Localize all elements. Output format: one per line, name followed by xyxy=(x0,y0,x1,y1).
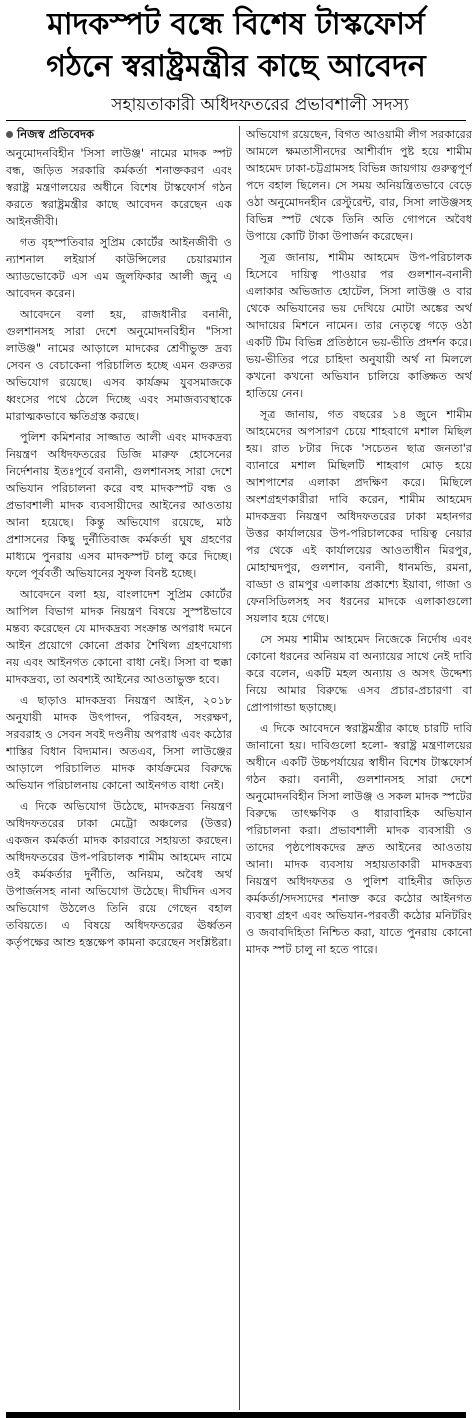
footer-bar xyxy=(6,1412,466,1418)
byline xyxy=(6,126,232,143)
bullet-icon xyxy=(6,131,13,138)
paragraph: পুলিশ কমিশনার সাজ্জাত আলী এবং মাদকদ্রব্য নিয়ন্ত্রণ অধিদফতরের ডিজি মারুফ হোসেনের নির্দেশনায় ইতঃপূর্বে বনানী, গুলশানসহ সারা দেশে অভিযান পরিচালনা করে বহু মাদকস্পট বন্ধ ও প্রভাবশালী মাদক ব্যবসায়ীদের আইনের আওতায় আনা হয়েছে। কিন্তু অভিযোগ রয়েছে, মাঠ প্রশাসনের কিছু দুর্নীতিবাজ কর্মকর্তা ঘুষ গ্রহণের মাধ্যমে পুনরায় এসব মাদকস্পট চালু করে দিচ্ছে। ফলে পূর্ববর্তী অভিযানের সুফল বিনষ্ট হচ্ছে। xyxy=(6,431,232,580)
headline-line-1: মাদকস্পট বন্ধে বিশেষ টাস্কফোর্স xyxy=(47,7,425,42)
paragraph: এ দিকে অভিযোগ উঠেছে, মাদকদ্রব্য নিয়ন্ত্রণ অধিদফতরের ঢাকা মেট্রো অঞ্চলের (উত্তর) একজন কর্মকর্তা মাদক কারবারে সহায়তা করছেন। অধিদফতরের উপ-পরিচালক শামীম আহমেদ নামে ওই কর্মকর্তার দুর্নীতি, অনিয়ম, অবৈধ অর্থ উপার্জনসহ নানা অভিযোগ উঠেছে। দীর্ঘদিন এসব অভিযোগ উঠলেও তিনি রয়ে গেছেন বহাল তবিয়তে। এ বিষয়ে অধিদফতরের ঊর্ধ্বতন কর্তৃপক্ষের আশু হস্তক্ষেপ কামনা করেছেন সংশ্লিষ্টরা। xyxy=(6,800,232,949)
paragraph: আবেদনে বলা হয়, বাংলাদেশ সুপ্রিম কোর্টের আপিল বিভাগ মাদক নিয়ন্ত্রণ বিষয়ে সুস্পষ্টভাবে মন্তব্য করেছেন যে মাদকদ্রব্য সংক্রান্ত অপরাধ দমনে আইন প্রয়োগে কোনো প্রকার শৈথিল্য গ্রহণযোগ্য নয় এবং আইনগত কোনো বাধা নেই। সিসা বা হুক্কা মাদকদ্রব্য, তা অবশ্যই আইনের আওতাভুক্ত হবে। xyxy=(6,588,232,686)
paragraph: এ ছাড়াও মাদকদ্রব্য নিয়ন্ত্রণ আইন, ২০১৮ অনুযায়ী মাদক উৎপাদন, পরিবহন, সংরক্ষণ, সরবরাহ ও সেবন সবই দণ্ডনীয় অপরাধ এবং কঠোর শাস্তির বিধান বিদ্যমান। অতএব, সিসা লাউঞ্জের আড়ালে পরিচালিত মাদক কার্যক্রমের বিরুদ্ধে অভিযান পরিচালনায় কোনো আইনগত বাধা নেই। xyxy=(6,694,232,792)
paragraph: আবেদনে বলা হয়, রাজধানীর বনানী, গুলশানসহ সারা দেশে অনুমোদনবিহীন "সিসা লাউঞ্জ" নামের আড়ালে মাদকের শ্রেণীভুক্ত দ্রব্য সেবন ও বেচাকেনা পরিচালিত হচ্ছে এমন গুরুতর অভিযোগ রয়েছে। এসব কার্যক্রম যুবসমাজকে ধ্বংসের পথে ঠেলে দিচ্ছে এবং সমাজব্যবস্থাকে মারাত্মকভাবে ক্ষতিগ্রস্ত করছে। xyxy=(6,308,232,423)
column-divider xyxy=(239,126,240,1410)
header-rule xyxy=(6,120,466,121)
paragraph: সূত্র জানায়, গত বছরের ১৪ জুনে শামীম আহমেদের অপসারণ চেয়ে শাহবাগে মশাল মিছিল হয়। রাত ৮টার দিকে 'সচেতন ছাত্র জনতা'র ব্যানারে মশাল মিছিলটি শাহবাগ মোড় হয়ে আশপাশের এলাকা প্রদক্ষিণ করে। মিছিলে অংশগ্রহণকারীরা দাবি করেন, শামীম আহমেদ মাদকদ্রব্য নিয়ন্ত্রণ অধিদফতরের ঢাকা মহানগর উত্তর কার্যালয়ের উপ-পরিচালকের দায়িত্ব নেয়ার পর থেকে এই কার্যালয়ের আওতাধীন মিরপুর, মোহাম্মদপুর, গুলশান, বনানী, ধানমন্ডি, রমনা, বাড্ডা ও রামপুর এলাকায় প্রকাশ্যে ইয়াবা, গাজা ও ফেনসিডিলসহ সব ধরনের মাদকে এলাকাগুলো সয়লাব হয়ে গেছে। xyxy=(246,408,472,625)
paragraph: সে সময় শামীম আহমেদ নিজেকে নির্দোষ এবং কোনো ধরনের অনিয়ম বা অন্যায়ের সাথে নেই দাবি করে বলেন, একটি মহল অন্যায় ও অসৎ উদ্দেশ্য নিয়ে আমার বিরুদ্ধে এসব প্রচার-প্রচারণা বা প্রোপাগান্ডা ছড়াচ্ছে। xyxy=(246,633,472,714)
left-column xyxy=(6,126,232,1410)
paragraph: অনুমোদনবিহীন 'সিসা লাউঞ্জ' নামের মাদক স্পট বন্ধ, জড়িত সরকারি কর্মকর্তা শনাক্তকরণ এবং স্বরাষ্ট্র মন্ত্রণালয়ের অধীনে বিশেষ টাস্কফোর্স গঠন করতে স্বরাষ্ট্রমন্ত্রীর কাছে আবেদন করেছেন এক আইনজীবী। xyxy=(6,147,232,228)
right-column xyxy=(246,126,472,1410)
headline-line-2: গঠনে স্বরাষ্ট্রমন্ত্রীর কাছে আবেদন xyxy=(46,49,426,84)
paragraph: অভিযোগ রয়েছেন, বিগত আওয়ামী লীগ সরকারের আমলে ক্ষমতাসীনদের আশীর্বাদ পুষ্ট হয়ে শামীম আহমেদ ঢাকা-চট্টগ্রামসহ বিভিন্ন জায়গায় গুরুত্বপূর্ণ পদে বহাল ছিলেন। সে সময় অনিয়ন্ত্রিতভাবে বেড়ে ওঠা অনুমোদনহীন রেস্টুরেন্ট, বার, সিসা লাউঞ্জসহ বিভিন্ন স্পট থেকে তিনি অতি গোপনে অবৈধ উপায়ে কোটি টাকা উপার্জন করেছেন। xyxy=(246,128,472,243)
paragraph: এ দিকে আবেদনে স্বরাষ্ট্রমন্ত্রীর কাছে চারটি দাবি জানানো হয়। দাবিগুলো হলো- স্বরাষ্ট্র মন্ত্রণালয়ের অধীনে একটি উচ্চপর্যায়ের স্বাধীন বিশেষ টাস্কফোর্স গঠন করা। বনানী, গুলশানসহ সারা দেশে অনুমোদনবিহীন সিসা লাউঞ্জ ও সকল মাদক স্পটের বিরুদ্ধে তাৎক্ষণিক ও ধারাবাহিক অভিযান পরিচালনা করা। প্রভাবশালী মাদক ব্যবসায়ী ও তাদের পৃষ্ঠপোষকদের দ্রুত আইনের আওতায় আনা। মাদক ব্যবসায় সহায়তাকারী মাদকদ্রব্য নিয়ন্ত্রণ অধিদফতর ও পুলিশ বাহিনীর জড়িত কর্মকর্তা/সদস্যদের শনাক্ত করে কঠোর আইনগত ব্যবস্থা গ্রহণ এবং অভিযান-পরবর্তী কঠোর মনিটরিং ও জবাবদিহিতা নিশ্চিত করা, যাতে পুনরায় কোনো মাদক স্পট চালু না হতে পারে। xyxy=(246,722,472,956)
headline xyxy=(6,4,466,88)
subheadline: সহায়তাকারী অধিদফতরের প্রভাবশালী সদস্য xyxy=(111,95,409,115)
byline-text: নিজস্ব প্রতিবেদক xyxy=(17,127,95,141)
paragraph: গত বৃহস্পতিবার সুপ্রিম কোর্টের আইনজীবী ও ন্যাশনাল লইয়ার্স কাউন্সিলের চেয়ারম্যান অ্যাডভোকেট এস এম জুলফিকার আলী জুনু এ আবেদন করেন। xyxy=(6,236,232,300)
paragraph: সূত্র জানায়, শামীম আহমেদ উপ-পরিচালক হিসেবে দায়িত্ব পাওয়ার পর গুলশান-বনানী এলাকার অভিজাত হোটেল, সিসা লাউঞ্জ ও বার থেকে অভিযানের ভয় দেখিয়ে মোটা অঙ্কের অর্থ আদায়ের মিশনে নামেন। তার নেতৃত্বে গড়ে ওঠা একটি টিম বিভিন্ন প্রতিষ্ঠানে ভয়-ভীতি প্রদর্শন করে। ভয়-ভীতির পরে চাহিদা অনুযায়ী অর্থ না মিললে কখনো কখনো অভিযান চালিয়ে কাঙ্ক্ষিত অর্থ হাতিয়ে নেন। xyxy=(246,251,472,400)
